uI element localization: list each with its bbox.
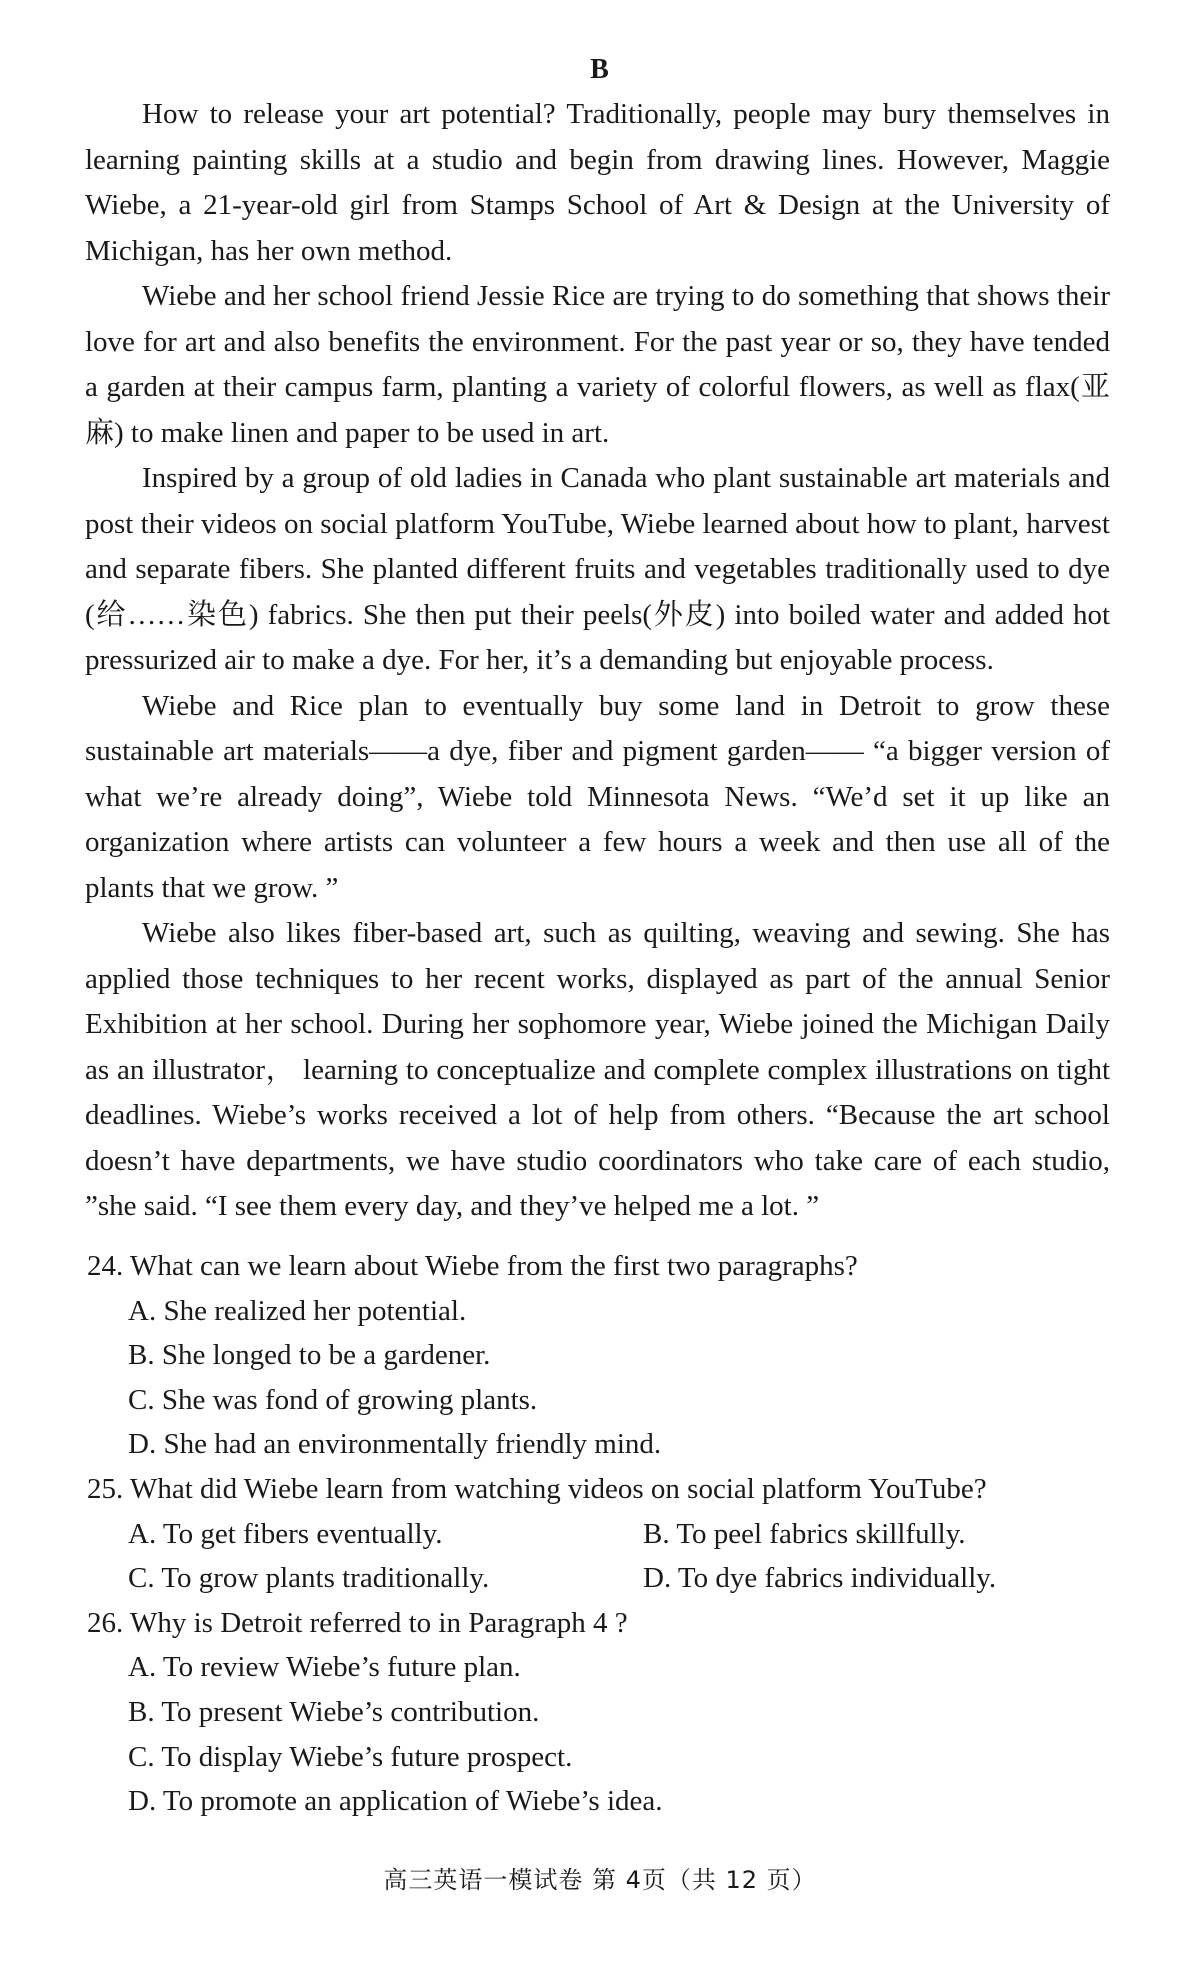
section-heading: B <box>590 54 610 85</box>
option-a: A. To get fibers eventually. <box>128 1517 443 1550</box>
reading-passage <box>85 92 1110 1230</box>
option-b: B. To peel fabrics skillfully. <box>643 1517 966 1550</box>
option-d: D. To promote an application of Wiebe’s idea. <box>128 1785 663 1818</box>
option-c: C. She was fond of growing plants. <box>128 1383 538 1416</box>
question-list <box>87 1244 1112 1824</box>
question-26 <box>87 1601 1112 1824</box>
page-footer: 高三英语一模试卷 第 4页（共 12 页） <box>383 1866 817 1894</box>
option-c: C. To grow plants traditionally. <box>128 1562 490 1595</box>
option-b: B. She longed to be a gardener. <box>128 1339 491 1372</box>
passage-paragraph: Wiebe and Rice plan to eventually buy some land in Detroit to grow these sustainable art materials——a dye, fiber and pigment garden—— “a bigger version of what we’re already doing”, Wiebe told Minnesota News. “We’d set it up like an organization where artists can volunteer a few hours a week and then use all of the plants that we grow. ” <box>85 689 1110 904</box>
option-c: C. To display Wiebe’s future prospect. <box>128 1740 573 1773</box>
option-a: A. To review Wiebe’s future plan. <box>128 1651 521 1684</box>
question-25 <box>87 1467 1112 1601</box>
passage-paragraph: How to release your art potential? Traditionally, people may bury themselves in learning painting skills at a studio and begin from drawing lines. However, Maggie Wiebe, a 21-year-old girl from Stamps School of Art & Design at the University of Michigan, has her own method. <box>85 98 1110 267</box>
option-a: A. She realized her potential. <box>128 1294 467 1327</box>
option-b: B. To present Wiebe’s contribution. <box>128 1695 540 1728</box>
question-24 <box>87 1244 1112 1467</box>
question-stem: 26. Why is Detroit referred to in Paragraph 4 ? <box>87 1606 628 1639</box>
passage-paragraph: Wiebe and her school friend Jessie Rice are trying to do something that shows their love for art and also benefits the environment. For the past year or so, they have tended a garden at their campus farm, planting a variety of colorful flowers, as well as flax(亚麻) to make linen and paper to be used in art. <box>85 280 1110 449</box>
passage-paragraph: Wiebe also likes fiber-based art, such as quilting, weaving and sewing. She has applied those techniques to her recent works, displayed as part of the annual Senior Exhibition at her school. During her sophomore year, Wiebe joined the Michigan Daily as an illustrator， learning to conceptualize and complete complex illustrations on tight deadlines. Wiebe’s works received a lot of help from others. “Because the art school doesn’t have departments, we have studio coordinators who take care of each studio, ”she said. “I see them every day, and they’ve helped me a lot. ” <box>85 917 1110 1222</box>
question-stem: 24. What can we learn about Wiebe from the first two paragraphs? <box>87 1250 858 1282</box>
option-d: D. To dye fabrics individually. <box>643 1562 997 1595</box>
passage-paragraph: Inspired by a group of old ladies in Canada who plant sustainable art materials and post their videos on social platform YouTube, Wiebe learned about how to plant, harvest and separate fibers. She planted different fruits and vegetables traditionally used to dye (给……染色) fabrics. She then put their peels(外皮) into boiled water and added hot pressurized air to make a dye. For her, it’s a demanding but enjoyable process. <box>85 462 1110 676</box>
question-stem: 25. What did Wiebe learn from watching videos on social platform YouTube? <box>87 1472 987 1505</box>
option-d: D. She had an environmentally friendly mind. <box>128 1428 662 1461</box>
